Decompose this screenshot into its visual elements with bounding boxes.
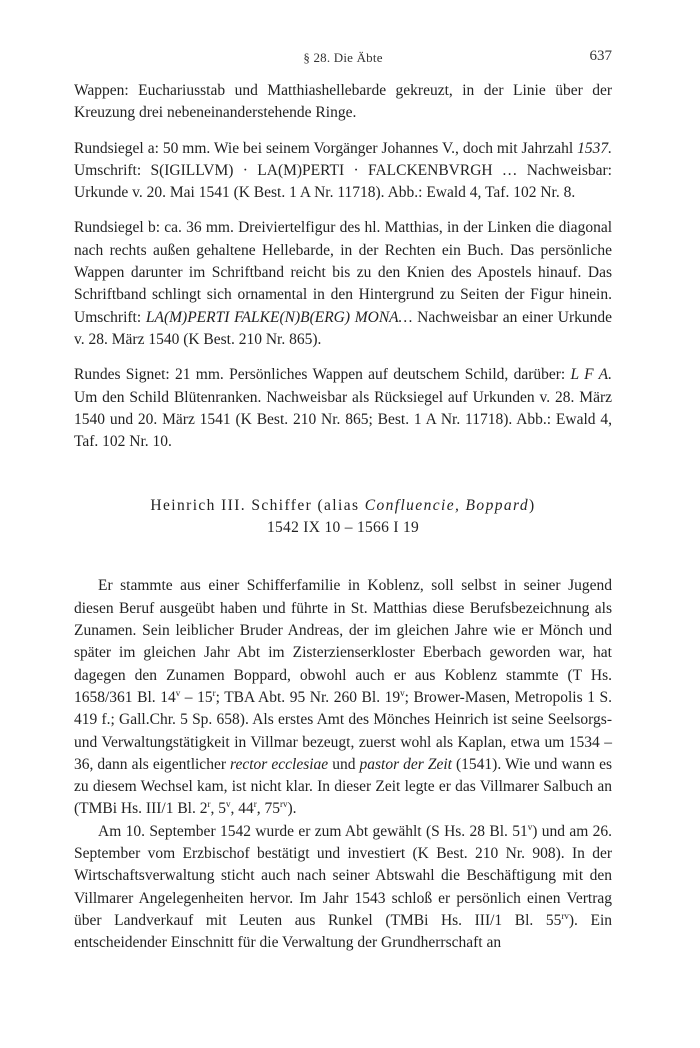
arms-description xyxy=(74,80,612,125)
signet-letters: L F A. xyxy=(570,366,612,384)
body2-text-b: ) und am 26. September vom Erzbischof bestätigt und investiert (K Best. 210 Nr. 908). In der Wirtschaftsverwaltung sticht auch nach seiner Abtswahl die Beschäftigung mit den Villmarer Angelegenheiten hervor. Im Jahr 1543 schloß er persönlich einen Vertrag über Landverkauf mit Leuten aus Runkel (TMBi Hs. III/1 Bl. 55 xyxy=(74,822,612,929)
body1-sup-3: v xyxy=(400,687,405,698)
abbot-name-line xyxy=(74,495,612,517)
running-head xyxy=(74,46,612,70)
body1-text-g: , 5 xyxy=(210,800,226,818)
seal-a-year: 1537. xyxy=(577,139,612,157)
signet-text-2: Um den Schild Blütenranken. Nachweisbar als Rücksiegel auf Urkunden v. 28. März 1540 und 20. März 1541 (K Best. 210 Nr. 865; Best. 1 A Nr. 11718). Abb.: Ewald 4, Taf. 102 Nr. 10. xyxy=(74,388,612,451)
body1-text-c: ; TBA Abt. 95 Nr. 260 Bl. 19 xyxy=(215,688,401,706)
seal-a-text-1: Rundsiegel a: 50 mm. Wie bei seinem Vorgänger Johannes V., doch mit Jahrzahl xyxy=(74,139,578,157)
signet-text-1: Rundes Signet: 21 mm. Persönliches Wappen auf deutschem Schild, darüber: xyxy=(74,366,571,384)
book-page xyxy=(74,46,612,955)
page-number: 637 xyxy=(589,48,612,64)
abbot-heading xyxy=(74,495,612,539)
body2-text-c: ). Ein entscheidender Einschnitt für die Verwaltung der Grundherrschaft an xyxy=(74,911,612,952)
abbot-name: Heinrich III. Schiffer (alias xyxy=(150,497,365,515)
seal-a-paragraph xyxy=(74,138,612,205)
body1-text-e: und xyxy=(328,755,360,773)
body1-italic-rector: rector ecclesiae xyxy=(230,755,329,773)
body1-sup-4: r xyxy=(207,799,211,810)
seal-b-text-2: Nachweisbar an einer Urkunde v. 28. März 1540 (K Best. 210 Nr. 865). xyxy=(74,308,613,348)
body-paragraph-2 xyxy=(74,821,612,955)
body2-sup-2: rv xyxy=(561,910,569,921)
abbot-dates: 1542 IX 10 – 1566 I 19 xyxy=(266,519,420,537)
body2-sup-1: v xyxy=(527,821,533,832)
section-title: § 28. Die Äbte xyxy=(303,50,383,65)
body1-italic-pastor: pastor der Zeit xyxy=(359,755,452,773)
seal-b-text-1: Rundsiegel b: ca. 36 mm. Dreiviertelfigur des hl. Matthias, in der Linken die diagonal nach rechts außen gehaltene Hellebarde, in der Rechten ein Buch. Das persönliche Wappen darunter im Schriftband reicht bis zu den Knien des Apostels hinauf. Das Schriftband schlingt sich ornamental in den Hintergrund zu Seiten der Figur hinein. Umschrift: xyxy=(74,219,612,326)
body1-text-k: ). xyxy=(287,800,297,818)
body1-sup-7: rv xyxy=(279,799,288,810)
seal-b-inscription: LA(M)PERTI FALKE(N)B(ERG) MONA… xyxy=(145,308,413,326)
body1-sup-5: v xyxy=(225,799,231,810)
body1-sup-1: v xyxy=(175,687,181,698)
abbot-name-close: ) xyxy=(529,497,536,515)
abbot-alias: Confluencie, Boppard xyxy=(364,497,530,515)
seal-b-paragraph xyxy=(74,217,612,351)
body1-text-d: ; Brower-Masen, Metropolis 1 S. 419 f.; Gall.Chr. 5 Sp. 658). Als erstes Amt des Mönches Heinrich ist seine Seelsorgs- und Verwaltungstätigkeit in Villmar bezeugt, zuerst wohl als Kaplan, etwa um 1534 – 36, dann als eigentlicher xyxy=(74,688,613,773)
signet-paragraph xyxy=(74,364,612,453)
body2-text-a: Am 10. September 1542 wurde er zum Abt gewählt (S Hs. 28 Bl. 51 xyxy=(98,822,528,840)
body-paragraph-1 xyxy=(74,575,612,820)
arms-text: Wappen: Euchariusstab und Matthiashellebarde gekreuzt, in der Linie über der Kreuzung drei nebeneinanderstehende Ringe. xyxy=(74,82,612,122)
body1-text-j: , 75 xyxy=(256,800,280,818)
body1-text-b: – 15 xyxy=(180,688,213,706)
body1-sup-6: r xyxy=(253,799,257,810)
body1-text-h: , 44 xyxy=(230,800,254,818)
body1-sup-2: r xyxy=(212,687,216,698)
body1-text-a: Er stammte aus einer Schifferfamilie in Koblenz, soll selbst in seiner Jugend diesen Beruf ausgeübt haben und führte in St. Matthias diese Berufsbezeichnung als Zunamen. Sein leiblicher Bruder Andreas, der im gleichen Jahre wie er Mönch und später im gleichen Jahr Abt im Zisterzienserkloster Eberbach geworden war, hat dagegen den Zunamen Boppard, obwohl auch er aus Koblenz stammte (T Hs. 1658/361 Bl. 14 xyxy=(74,577,612,706)
body1-text-f: (1541). Wie und wann es zu diesem Wechsel kam, ist nicht klar. In dieser Zeit legte er das Villmarer Salbuch an (TMBi Hs. III/1 Bl. 2 xyxy=(74,755,612,818)
seal-a-text-2: Umschrift: S(IGILLVM) · LA(M)PERTI · FALCKENBVRGH … Nachweisbar: Urkunde v. 20. Mai 1541 (K Best. 1 A Nr. 11718). Abb.: Ewald 4, Taf. 102 Nr. 8. xyxy=(74,161,612,202)
